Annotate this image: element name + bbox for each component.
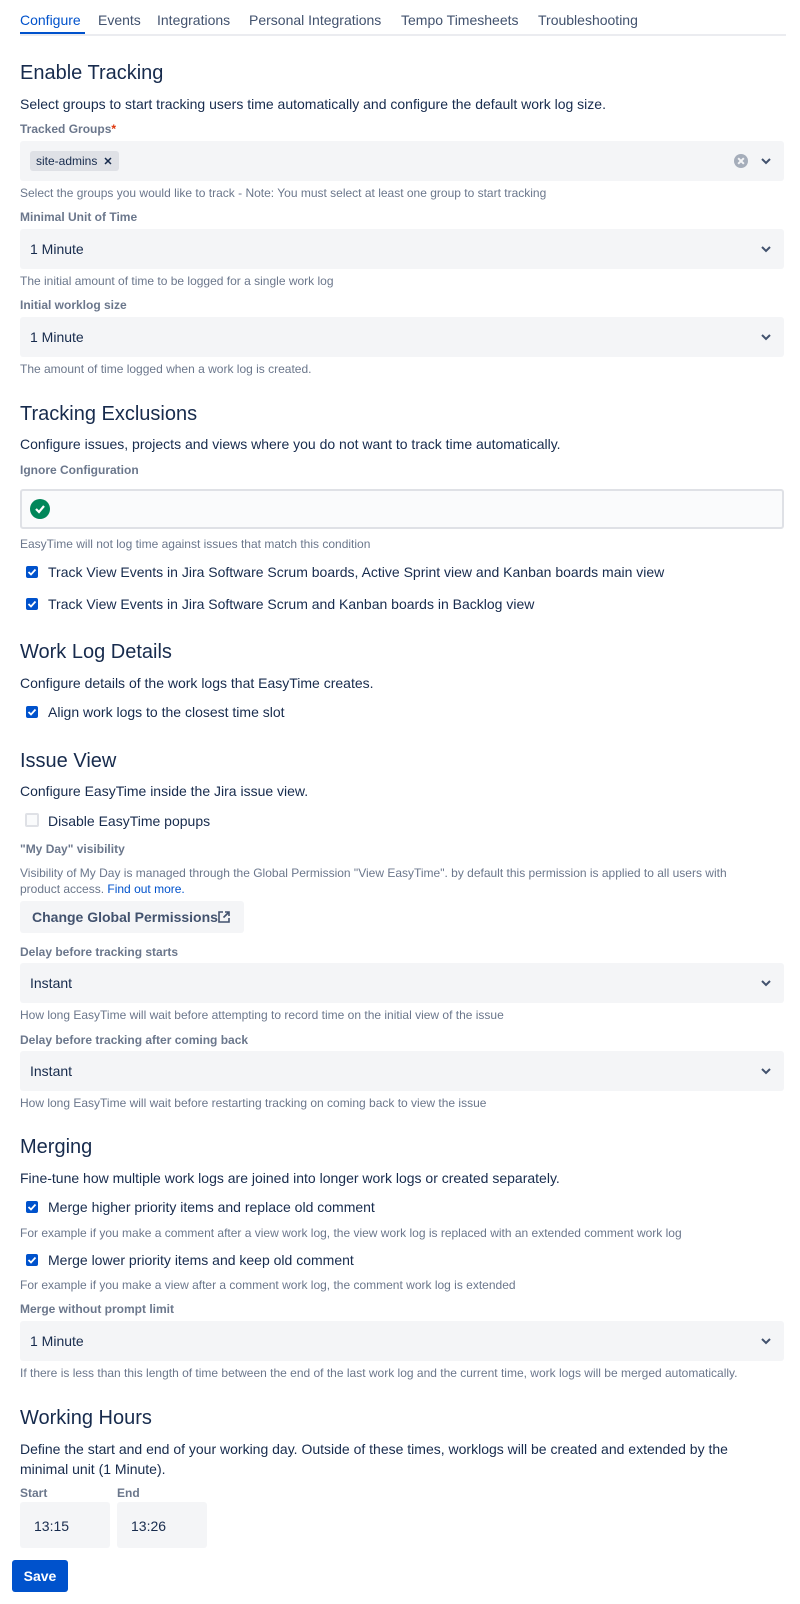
- my-day-visibility-help-line1: Visibility of My Day is managed through the Global Permission "View EasyTime". by default this permission is applied to all users with: [20, 866, 727, 880]
- working-hours-heading: Working Hours: [20, 1407, 152, 1429]
- working-hours-description-line1: Define the start and end of your working day. Outside of these times, worklogs will be created and extended by the: [20, 1441, 728, 1457]
- checkmark-icon: [27, 599, 37, 609]
- start-time-label: Start: [20, 1486, 48, 1500]
- initial-size-select[interactable]: [20, 317, 784, 357]
- delay-start-value: Instant: [30, 975, 73, 991]
- ignore-config-help: EasyTime will not log time against issues that match this condition: [20, 537, 371, 551]
- minimal-unit-select[interactable]: [20, 229, 784, 269]
- save-button[interactable]: Save: [12, 1560, 68, 1592]
- initial-size-label: Initial worklog size: [20, 298, 127, 312]
- tracked-groups-label-text: Tracked Groups: [20, 122, 112, 136]
- track-backlog-view-label: Track View Events in Jira Software Scrum and Kanban boards in Backlog view: [48, 596, 535, 612]
- merge-higher-label: Merge higher priority items and replace old comment: [48, 1199, 375, 1215]
- issue-view-heading: Issue View: [20, 750, 117, 772]
- tracking-exclusions-heading: Tracking Exclusions: [20, 403, 198, 425]
- start-time-input[interactable]: [20, 1502, 110, 1548]
- my-day-help-text: product access.: [20, 882, 105, 896]
- chevron-down-icon: [760, 1335, 772, 1347]
- minimal-unit-help: The initial amount of time to be logged for a single work log: [20, 274, 334, 288]
- tracked-groups-help: Select the groups you would like to track - Note: You must select at least one group to start tracking: [20, 186, 547, 200]
- merge-limit-select[interactable]: [20, 1321, 784, 1361]
- tab-configure[interactable]: Configure: [20, 12, 81, 28]
- enable-tracking-description: Select groups to start tracking users time automatically and configure the default work log size.: [20, 96, 606, 112]
- tab-integrations[interactable]: Integrations: [157, 12, 231, 28]
- merge-lower-help: For example if you make a view after a comment work log, the comment work log is extended: [20, 1278, 516, 1292]
- merging-heading: Merging: [20, 1136, 93, 1158]
- disable-popups-checkbox[interactable]: [25, 813, 39, 827]
- delay-start-help: How long EasyTime will wait before attempting to record time on the initial view of the issue: [20, 1008, 504, 1022]
- merge-lower-label: Merge lower priority items and keep old comment: [48, 1252, 354, 1268]
- delay-start-select[interactable]: [20, 963, 784, 1003]
- delay-back-label: Delay before tracking after coming back: [20, 1033, 249, 1047]
- work-log-details-description: Configure details of the work logs that EasyTime creates.: [20, 675, 374, 691]
- my-day-visibility-label: "My Day" visibility: [20, 842, 125, 856]
- merge-limit-label: Merge without prompt limit: [20, 1302, 174, 1316]
- initial-size-value: 1 Minute: [30, 329, 84, 345]
- change-global-permissions-button[interactable]: [20, 901, 244, 933]
- enable-tracking-heading: Enable Tracking: [20, 62, 164, 84]
- delay-start-label: Delay before tracking starts: [20, 945, 179, 959]
- tab-bar: [20, 0, 786, 36]
- checkmark-icon: [27, 1255, 37, 1265]
- merging-description: Fine-tune how multiple work logs are joined into longer work logs or created separately.: [20, 1170, 560, 1186]
- required-marker: *: [111, 122, 117, 136]
- issue-view-description: Configure EasyTime inside the Jira issue view.: [20, 783, 309, 799]
- tab-troubleshooting[interactable]: Troubleshooting: [538, 12, 638, 28]
- minimal-unit-value: 1 Minute: [30, 241, 84, 257]
- merge-lower-checkbox[interactable]: [26, 1254, 38, 1266]
- chevron-down-icon: [760, 1065, 772, 1077]
- initial-size-help: The amount of time logged when a work log is created.: [20, 362, 312, 376]
- my-day-visibility-help-line2: [20, 882, 185, 896]
- chevron-down-icon: [760, 243, 772, 255]
- disable-popups-label: Disable EasyTime popups: [48, 813, 211, 829]
- delay-back-help: How long EasyTime will wait before restarting tracking on coming back to view the issue: [20, 1096, 487, 1110]
- chevron-down-icon: [760, 331, 772, 343]
- checkmark-icon: [27, 1202, 37, 1212]
- align-worklogs-label: Align work logs to the closest time slot: [48, 704, 285, 720]
- tracked-groups-select[interactable]: [20, 141, 784, 181]
- tab-tempo-timesheets[interactable]: Tempo Timesheets: [401, 12, 519, 28]
- merge-limit-help: If there is less than this length of time between the end of the last work log and the current time, work logs will be merged automatically.: [20, 1366, 738, 1380]
- work-log-details-heading: Work Log Details: [20, 641, 172, 663]
- check-circle-icon: [30, 499, 50, 519]
- external-link-icon: [217, 910, 231, 924]
- checkmark-icon: [27, 567, 37, 577]
- merge-higher-help: For example if you make a comment after a view work log, the view work log is replaced with an extended comment work log: [20, 1226, 682, 1240]
- chevron-down-icon[interactable]: [760, 155, 772, 167]
- delay-back-select[interactable]: [20, 1051, 784, 1091]
- start-time-value: 13:15: [34, 1518, 70, 1534]
- group-chip-label: site-admins: [36, 154, 98, 168]
- find-out-more-link[interactable]: Find out more.: [107, 882, 185, 896]
- end-time-input[interactable]: [117, 1502, 207, 1548]
- end-time-label: End: [117, 1486, 140, 1500]
- clear-icon[interactable]: [734, 154, 748, 168]
- group-chip: [30, 151, 119, 171]
- minimal-unit-label: Minimal Unit of Time: [20, 210, 138, 224]
- ignore-config-label: Ignore Configuration: [20, 463, 139, 477]
- checkmark-icon: [27, 707, 37, 717]
- tab-events[interactable]: Events: [98, 12, 141, 28]
- track-board-views-checkbox[interactable]: [26, 566, 38, 578]
- remove-chip-icon[interactable]: ✕: [103, 156, 113, 168]
- ignore-config-field[interactable]: [20, 489, 784, 529]
- track-board-views-label: Track View Events in Jira Software Scrum boards, Active Sprint view and Kanban boards main view: [48, 564, 665, 580]
- merge-higher-checkbox[interactable]: [26, 1201, 38, 1213]
- tracking-exclusions-description: Configure issues, projects and views where you do not want to track time automatically.: [20, 436, 561, 452]
- delay-back-value: Instant: [30, 1063, 73, 1079]
- change-global-permissions-label: Change Global Permissions: [32, 909, 218, 925]
- track-backlog-view-checkbox[interactable]: [26, 598, 38, 610]
- working-hours-description-line2: minimal unit (1 Minute).: [20, 1461, 166, 1477]
- merge-limit-value: 1 Minute: [30, 1333, 84, 1349]
- align-worklogs-checkbox[interactable]: [26, 706, 38, 718]
- active-tab-indicator: [20, 32, 85, 34]
- tracked-groups-label: [20, 122, 116, 136]
- tab-personal-integrations[interactable]: Personal Integrations: [249, 12, 382, 28]
- end-time-value: 13:26: [131, 1518, 167, 1534]
- chevron-down-icon: [760, 977, 772, 989]
